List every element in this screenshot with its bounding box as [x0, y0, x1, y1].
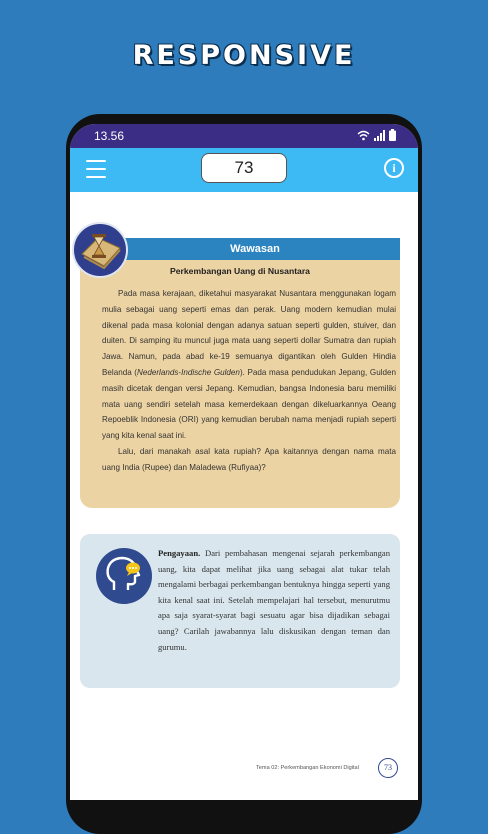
status-bar — [70, 124, 418, 148]
page-number-field[interactable]: 73 — [201, 153, 287, 183]
wawasan-paragraph-2: Lalu, dari manakah asal kata rupiah? Apa kaitannya dengan nama mata uang India (Rupee) dan Maladewa (Rufiyaa)? — [102, 446, 396, 472]
wawasan-box — [80, 260, 400, 508]
status-icons — [357, 129, 396, 141]
promo-title: RESPONSIVE — [132, 40, 356, 71]
phone-screen — [70, 124, 418, 800]
info-icon[interactable]: i — [384, 158, 404, 178]
footer-page-number: 73 — [378, 758, 398, 778]
wawasan-header: Wawasan — [110, 238, 400, 260]
wifi-icon — [357, 130, 370, 141]
wawasan-title: Perkembangan Uang di Nusantara — [170, 266, 310, 276]
enrichment-box — [80, 534, 400, 688]
app-bar — [70, 148, 418, 192]
footer-chapter: Tema 02: Perkembangan Ekonomi Digital — [256, 765, 359, 771]
wawasan-paragraph-1: Pada masa kerajaan, diketahui masyarakat Nusantara menggunakan logam mulia sebagai uang seperti emas dan perak. Uang modern kemudian mulai dikenal pada masa kolonial dengan adanya satuan seperti gulden, stuiver, dan duiten. Di samping itu muncul juga mata uang seperti dollar Sumatra dan rupiah Jawa. Namun, pada abad ke-19 semuanya digantikan oleh Gulden Hindia Belanda (Nederlands-Indische Gulden). Pada masa pendudukan Jepang, Gulden masih dicetak dengan versi Jepang. Kemudian, bangsa Indonesia baru memiliki mata uang sendiri setelah masa kemerdekaan dengan dikeluarkannya Oeang Repoeblik Indonesia (ORI) yang kemudian berubah nama menjadi rupiah seperti yang kita kenal saat ini. — [102, 289, 396, 441]
menu-icon[interactable] — [86, 160, 106, 180]
signal-icon — [374, 130, 385, 141]
wawasan-text — [102, 286, 396, 476]
battery-icon — [389, 129, 396, 141]
head-speech-icon — [96, 548, 152, 604]
hourglass-book-icon — [72, 222, 128, 278]
enrichment-text: Pengayaan. Dari pembahasan mengenai sejarah perkembangan uang, kita dapat melihat jika uang sebagai alat tukar telah mengalami berbagai perkembangan bentuknya hingga seperti yang kita kenal saat ini. Setelah mempelajari hal tersebut, menurutmu apa saja syarat-syarat bagi sesuatu agar bisa dijadikan sebagai uang? Carilah jawabannya lalu diskusikan dengan teman dan gurumu. — [158, 548, 390, 652]
book-page — [70, 192, 418, 800]
status-time: 13.56 — [94, 129, 125, 143]
